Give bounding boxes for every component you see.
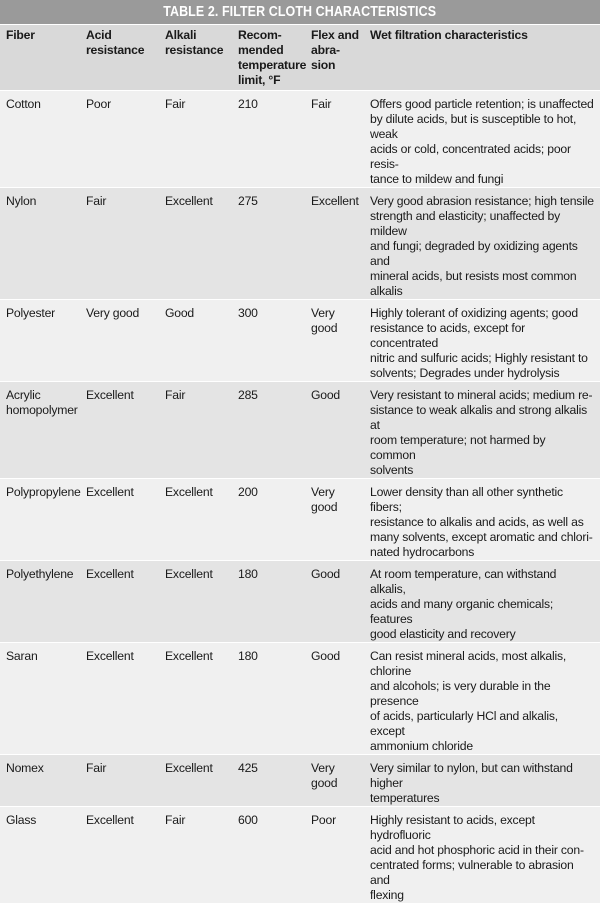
header-line: abra- — [311, 43, 364, 58]
wet-filtration-cell — [364, 561, 600, 643]
table-title-bar — [0, 0, 600, 24]
alkali-resistance-cell-line: Fair — [165, 97, 232, 112]
acid-resistance-cell — [80, 561, 159, 643]
acid-resistance-cell — [80, 382, 159, 479]
temperature-limit-cell: 180 — [232, 643, 305, 755]
temperature-limit-cell: 200 — [232, 479, 305, 561]
wet-filtration-cell — [364, 755, 600, 807]
temperature-limit-cell: 275 — [232, 188, 305, 300]
acid-resistance-cell-line: Very good — [86, 306, 159, 321]
wet-filtration-cell-line: room temperature; not harmed by common — [370, 433, 594, 463]
wet-filtration-cell-line: tance to mildew and fungi — [370, 172, 594, 187]
acid-resistance-cell-line: Poor — [86, 97, 159, 112]
alkali-resistance-cell-line: Good — [165, 306, 232, 321]
header-line: Alkali — [165, 28, 232, 43]
alkali-resistance-cell-line: Excellent — [165, 194, 232, 209]
header-line: Recom- — [238, 28, 305, 43]
flex-abrasion-cell — [305, 561, 364, 643]
flex-abrasion-cell — [305, 807, 364, 903]
wet-filtration-cell-line: resistance to acids, except for concentrated — [370, 321, 594, 351]
temperature-limit-cell: 300 — [232, 300, 305, 382]
alkali-resistance-cell-line: Fair — [165, 388, 232, 403]
fiber-cell — [0, 91, 80, 188]
wet-filtration-cell-line: Can resist mineral acids, most alkalis, chlorine — [370, 649, 594, 679]
wet-filtration-cell-line: resistance to alkalis and acids, as well as — [370, 515, 594, 530]
acid-resistance-cell — [80, 479, 159, 561]
wet-filtration-cell-line: Very resistant to mineral acids; medium re- — [370, 388, 594, 403]
header-line: mended — [238, 43, 305, 58]
wet-filtration-cell-line: mineral acids, but resists most common — [370, 269, 594, 284]
wet-filtration-cell — [364, 91, 600, 188]
wet-filtration-cell-line: good elasticity and recovery — [370, 627, 594, 642]
fiber-cell — [0, 382, 80, 479]
flex-abrasion-cell — [305, 643, 364, 755]
fiber-cell-line: Polyethylene — [6, 567, 80, 582]
header-line: sion — [311, 58, 364, 73]
fiber-cell — [0, 300, 80, 382]
table-row — [0, 479, 600, 561]
wet-filtration-cell — [364, 643, 600, 755]
fiber-cell-line: homopolymer — [6, 403, 80, 418]
acid-resistance-cell-line: Excellent — [86, 813, 159, 828]
wet-filtration-cell-line: At room temperature, can withstand alkalis, — [370, 567, 594, 597]
flex-abrasion-cell-line: Good — [311, 388, 364, 403]
wet-filtration-cell-line: by dilute acids, but is susceptible to hot, weak — [370, 112, 594, 142]
flex-abrasion-cell — [305, 382, 364, 479]
acid-resistance-cell — [80, 91, 159, 188]
filter-cloth-table — [0, 25, 600, 903]
header-line: Fiber — [6, 28, 80, 43]
wet-filtration-cell-line: Offers good particle retention; is unaffected — [370, 97, 594, 112]
fiber-cell — [0, 807, 80, 903]
temperature-limit-cell: 210 — [232, 91, 305, 188]
fiber-cell-line: Polyester — [6, 306, 80, 321]
header-line: temperature — [238, 58, 305, 73]
table-row — [0, 188, 600, 300]
alkali-resistance-cell — [159, 561, 232, 643]
header-fiber — [0, 25, 80, 91]
alkali-resistance-cell — [159, 91, 232, 188]
wet-filtration-cell — [364, 382, 600, 479]
acid-resistance-cell-line: Excellent — [86, 649, 159, 664]
wet-filtration-cell-line: acids and many organic chemicals; features — [370, 597, 594, 627]
flex-abrasion-cell-line: Very — [311, 306, 364, 321]
acid-resistance-cell — [80, 643, 159, 755]
wet-filtration-cell-line: nated hydrocarbons — [370, 545, 594, 560]
flex-abrasion-cell-line: good — [311, 500, 364, 515]
header-line: limit, °F — [238, 73, 305, 88]
flex-abrasion-cell — [305, 479, 364, 561]
flex-abrasion-cell-line: Good — [311, 567, 364, 582]
flex-abrasion-cell-line: Very — [311, 761, 364, 776]
flex-abrasion-cell-line: Good — [311, 649, 364, 664]
header-line: resistance — [86, 43, 159, 58]
fiber-cell-line: Polypropylene — [6, 485, 80, 500]
acid-resistance-cell — [80, 807, 159, 903]
fiber-cell — [0, 755, 80, 807]
wet-filtration-cell-line: Highly tolerant of oxidizing agents; good — [370, 306, 594, 321]
temperature-limit-cell: 600 — [232, 807, 305, 903]
table-row — [0, 807, 600, 903]
acid-resistance-cell — [80, 188, 159, 300]
flex-abrasion-cell-line: good — [311, 321, 364, 336]
header-acid-resistance — [80, 25, 159, 91]
alkali-resistance-cell — [159, 755, 232, 807]
wet-filtration-cell-line: of acids, particularly HCl and alkalis, except — [370, 709, 594, 739]
flex-abrasion-cell-line: Poor — [311, 813, 364, 828]
wet-filtration-cell-line: Lower density than all other synthetic fibers; — [370, 485, 594, 515]
fiber-cell — [0, 643, 80, 755]
alkali-resistance-cell — [159, 382, 232, 479]
fiber-cell-line: Saran — [6, 649, 80, 664]
alkali-resistance-cell — [159, 300, 232, 382]
alkali-resistance-cell-line: Excellent — [165, 649, 232, 664]
wet-filtration-cell-line: alkalis — [370, 284, 594, 299]
wet-filtration-cell-line: solvents — [370, 463, 594, 478]
fiber-cell-line: Cotton — [6, 97, 80, 112]
acid-resistance-cell-line: Fair — [86, 194, 159, 209]
temperature-limit-cell: 425 — [232, 755, 305, 807]
header-alkali-resistance — [159, 25, 232, 91]
wet-filtration-cell-line: acids or cold, concentrated acids; poor resis- — [370, 142, 594, 172]
fiber-cell — [0, 561, 80, 643]
wet-filtration-cell-line: Very good abrasion resistance; high tensile — [370, 194, 594, 209]
wet-filtration-cell — [364, 188, 600, 300]
alkali-resistance-cell-line: Excellent — [165, 567, 232, 582]
table-title: TABLE 2. FILTER CLOTH CHARACTERISTICS — [164, 4, 437, 20]
wet-filtration-cell-line: Very similar to nylon, but can withstand higher — [370, 761, 594, 791]
alkali-resistance-cell-line: Fair — [165, 813, 232, 828]
acid-resistance-cell-line: Excellent — [86, 485, 159, 500]
header-flex-abrasion — [305, 25, 364, 91]
header-line: Acid — [86, 28, 159, 43]
alkali-resistance-cell — [159, 188, 232, 300]
table-row — [0, 755, 600, 807]
wet-filtration-cell — [364, 479, 600, 561]
table-row — [0, 300, 600, 382]
table-row — [0, 561, 600, 643]
fiber-cell — [0, 188, 80, 300]
flex-abrasion-cell — [305, 755, 364, 807]
table-body — [0, 91, 600, 903]
fiber-cell — [0, 479, 80, 561]
alkali-resistance-cell-line: Excellent — [165, 485, 232, 500]
fiber-cell-line: Nomex — [6, 761, 80, 776]
wet-filtration-cell — [364, 300, 600, 382]
flex-abrasion-cell-line: good — [311, 776, 364, 791]
header-line: Wet filtration characteristics — [370, 28, 594, 43]
fiber-cell-line: Acrylic — [6, 388, 80, 403]
wet-filtration-cell-line: many solvents, except aromatic and chlori- — [370, 530, 594, 545]
acid-resistance-cell-line: Fair — [86, 761, 159, 776]
flex-abrasion-cell — [305, 300, 364, 382]
temperature-limit-cell: 180 — [232, 561, 305, 643]
fiber-cell-line: Glass — [6, 813, 80, 828]
wet-filtration-cell — [364, 807, 600, 903]
wet-filtration-cell-line: and fungi; degraded by oxidizing agents and — [370, 239, 594, 269]
wet-filtration-cell-line: and alcohols; is very durable in the presence — [370, 679, 594, 709]
wet-filtration-cell-line: temperatures — [370, 791, 594, 806]
flex-abrasion-cell — [305, 188, 364, 300]
wet-filtration-cell-line: ammonium chloride — [370, 739, 594, 754]
flex-abrasion-cell-line: Very — [311, 485, 364, 500]
header-line: Flex and — [311, 28, 364, 43]
acid-resistance-cell — [80, 300, 159, 382]
table-header-row — [0, 25, 600, 91]
table-row — [0, 643, 600, 755]
alkali-resistance-cell — [159, 807, 232, 903]
wet-filtration-cell-line: centrated forms; vulnerable to abrasion and — [370, 858, 594, 888]
acid-resistance-cell-line: Excellent — [86, 567, 159, 582]
header-wet-filtration — [364, 25, 600, 91]
acid-resistance-cell — [80, 755, 159, 807]
wet-filtration-cell-line: Highly resistant to acids, except hydrofluoric — [370, 813, 594, 843]
fiber-cell-line: Nylon — [6, 194, 80, 209]
wet-filtration-cell-line: sistance to weak alkalis and strong alkalis at — [370, 403, 594, 433]
wet-filtration-cell-line: strength and elasticity; unaffected by mildew — [370, 209, 594, 239]
flex-abrasion-cell-line: Excellent — [311, 194, 364, 209]
wet-filtration-cell-line: acid and hot phosphoric acid in their con- — [370, 843, 594, 858]
header-line: resistance — [165, 43, 232, 58]
table-row — [0, 91, 600, 188]
temperature-limit-cell: 285 — [232, 382, 305, 479]
alkali-resistance-cell-line: Excellent — [165, 761, 232, 776]
flex-abrasion-cell-line: Fair — [311, 97, 364, 112]
flex-abrasion-cell — [305, 91, 364, 188]
wet-filtration-cell-line: flexing — [370, 888, 594, 903]
table-row — [0, 382, 600, 479]
wet-filtration-cell-line: solvents; Degrades under hydrolysis — [370, 366, 594, 381]
acid-resistance-cell-line: Excellent — [86, 388, 159, 403]
alkali-resistance-cell — [159, 479, 232, 561]
alkali-resistance-cell — [159, 643, 232, 755]
header-temperature-limit — [232, 25, 305, 91]
wet-filtration-cell-line: nitric and sulfuric acids; Highly resistant to — [370, 351, 594, 366]
